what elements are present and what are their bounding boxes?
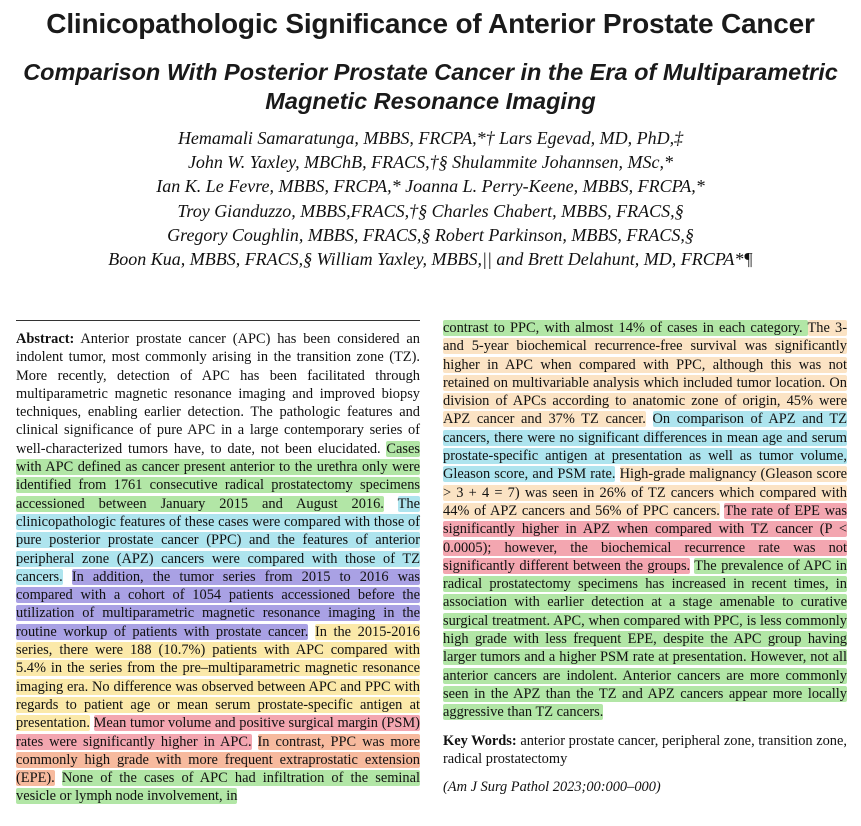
abstract-segment-methods: Cases with APC defined as cancer present anterior to the urethra only were identified from 1761 consecutive radical prostatectomy specimens accessioned between January 2015 and August 2016.	[16, 440, 420, 512]
paper-title: Clinicopathologic Significance of Anterior Prostate Cancer	[46, 8, 815, 39]
abstract-segment-survival: The 3- and 5-year biochemical recurrence-free survival was significantly higher in APC when compared with PPC, although this was not retained on multivariable analysis which included tumor location. On division of APCs according to anatomic zone of origin, 45% were APZ cancer and 37% TZ cancer.	[443, 320, 848, 428]
abstract-segment-comparison: The clinicopathologic features of these cases were compared with those of pure posterior prostate cancer (PPC) and the features of anterior peripheral zone (APZ) cancers were compared with those of TZ cancers.	[16, 495, 420, 585]
abstract-segment-seminal-vesicle-cont: contrast to PPC, with almost 14% of cases in each category.	[443, 320, 808, 336]
abstract-segment-background: Anterior prostate cancer (APC) has been considered an indolent tumor, most commonly arising in the transition zone (TZ). More recently, detection of APC has been facilitated through multiparametric magnetic resonance imaging and improved biopsy techniques, enabling earlier detection. The pathologic features and clinical significance of pure APC in a large contemporary series of well-characterized tumors have, to date, not been elucidated.	[16, 331, 420, 457]
author-list	[0, 126, 861, 271]
author-line: John W. Yaxley, MBChB, FRACS,†§ Shulammite Johannsen, MSc,*	[187, 152, 674, 173]
citation	[443, 778, 847, 796]
keywords-label: Key Words:	[443, 732, 517, 749]
abstract-segment-prevalence: In the 2015-2016 series, there were 188 (10.7%) patients with APC compared with 5.4% in the series from the pre–multiparametric magnetic resonance imaging era. No difference was observed between APC and PPC with regards to patient age or mean serum prostate-specific antigen at presentation.	[16, 623, 420, 732]
abstract-column-left	[16, 320, 420, 806]
abstract-segment-high-grade: High-grade malignancy (Gleason score > 3 + 4 = 7) was seen in 26% of TZ cancers which compared with 44% of APZ cancers and 56% of PPC cancers.	[443, 466, 847, 519]
abstract-segment-volume-psm: Mean tumor volume and positive surgical margin (PSM) rates were significantly higher in APC.	[16, 715, 420, 750]
abstract-segment-apz-tz: On comparison of APZ and TZ cancers, there were no significant differences in mean age and serum prostate-specific antigen at presentation as well as tumor volume, Gleason score, and PSM rate.	[443, 411, 847, 483]
subtitle-line: Comparison With Posterior Prostate Cancer in the Era of Multiparametric	[23, 59, 838, 85]
abstract-column-right	[443, 319, 847, 796]
abstract-label: Abstract:	[16, 331, 75, 347]
keywords-text: anterior prostate cancer, peripheral zone, transition zone, radical prostatectomy	[443, 732, 847, 767]
abstract-segment-conclusion: The prevalence of APC in radical prostatectomy specimens has increased in recent times, in association with earlier detection at a stage amenable to curative surgical treatment. APC, when compared with PPC, is less commonly high grade with less frequent EPE, despite the APC group having larger tumors and a higher PSM rate at presentation. However, not all anterior cancers are indolent. Anterior cancers are more commonly seen in the APZ than the TZ and APZ cancers appear more locally aggressive than TZ cancers.	[443, 557, 847, 721]
author-line: Ian K. Le Fevre, MBBS, FRCPA,* Joanna L. Perry-Keene, MBBS, FRCPA,*	[156, 176, 705, 197]
abstract-segment-cohort: In addition, the tumor series from 2015 to 2016 was compared with a cohort of 1054 patients accessioned before the utilization of multiparametric magnetic resonance imaging in the routine workup of patients with prostate cancer.	[16, 568, 420, 640]
citation-text: (Am J Surg Pathol 2023;00:000–000)	[443, 779, 661, 796]
paper-subtitle	[0, 58, 861, 116]
author-line: Boon Kua, MBBS, FRACS,§ William Yaxley, MBBS,|| and Brett Delahunt, MD, FRCPA*¶	[108, 249, 753, 270]
abstract-segment-seminal-vesicle: None of the cases of APC had infiltration of the seminal vesicle or lymph node involvement, in	[16, 770, 420, 805]
author-line: Gregory Coughlin, MBBS, FRACS,§ Robert Parkinson, MBBS, FRACS,§	[167, 224, 694, 245]
author-line: Hemamali Samaratunga, MBBS, FRCPA,*† Lars Egevad, MD, PhD,‡	[177, 128, 684, 148]
author-line: Troy Gianduzzo, MBBS,FRACS,†§ Charles Chabert, MBBS, FRACS,§	[177, 200, 684, 221]
keywords	[443, 732, 847, 769]
abstract-segment-epe-rate: The rate of EPE was significantly higher in APZ when compared with TZ cancer (P < 0.0005); however, the biochemical recurrence rate was not significantly different between the groups.	[443, 502, 847, 574]
subtitle-line: Magnetic Resonance Imaging	[265, 88, 596, 114]
abstract-segment-ppc-grade: In contrast, PPC was more commonly high grade with more frequent extraprostatic extension (EPE).	[16, 733, 420, 787]
